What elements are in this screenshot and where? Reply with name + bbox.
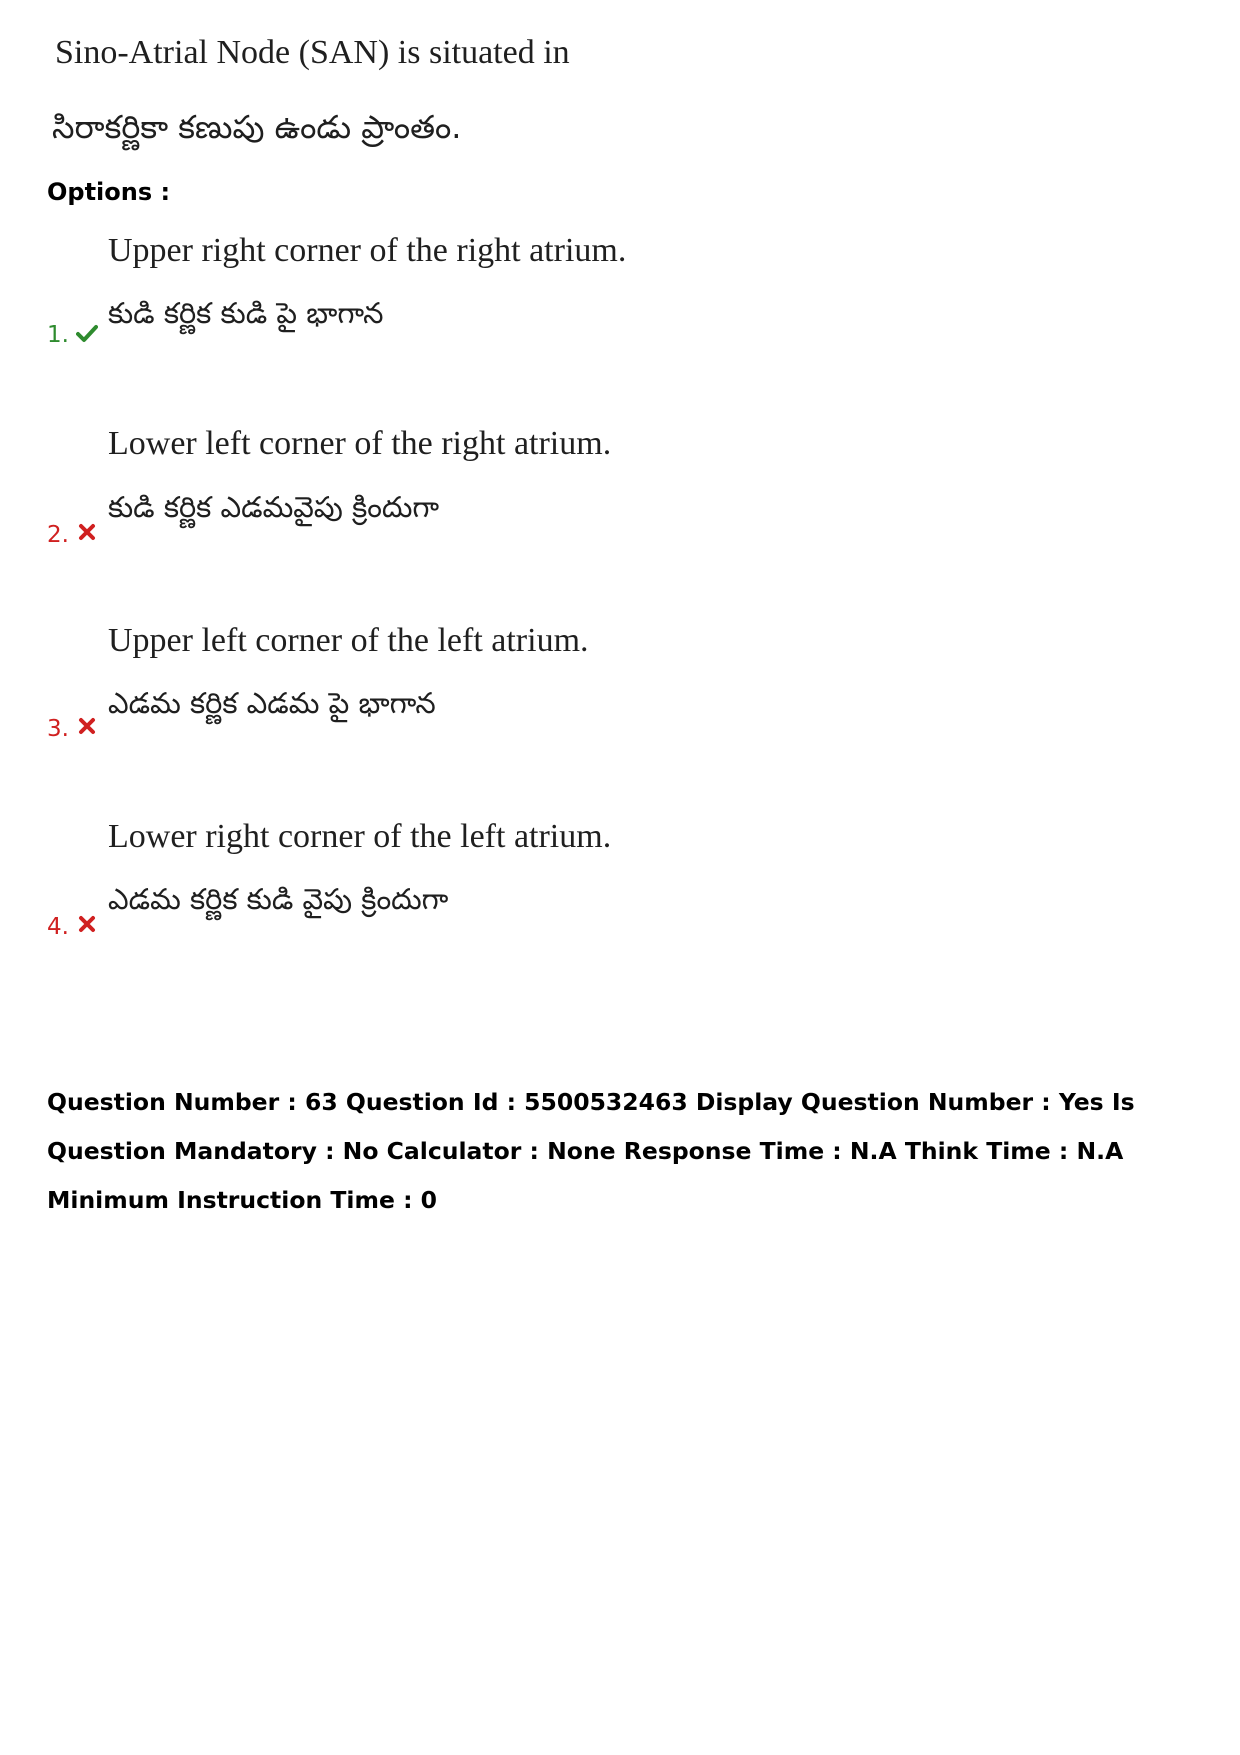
check-icon — [76, 322, 98, 344]
options-label: Options : — [47, 178, 171, 206]
question-metadata: Question Number : 63 Question Id : 5500532463 Display Question Number : Yes Is Question Mandatory : No Calculator : None Response Time : N.A Think Time : N.A Minimum Instruction Time : 0 — [47, 1088, 1135, 1214]
option-2-text-telugu: కుడి కర్ణిక ఎడమవైపు క్రిందుగా — [108, 490, 440, 524]
option-1-number: 1. — [47, 322, 69, 348]
option-3-text-english: Upper left corner of the left atrium. — [108, 622, 589, 659]
option-1-text-telugu: కుడి కర్ణిక కుడి పై భాగాన — [108, 296, 384, 330]
question-text-english: Sino-Atrial Node (SAN) is situated in — [55, 34, 570, 71]
option-2-text-english: Lower left corner of the right atrium. — [108, 425, 612, 462]
cross-icon — [76, 715, 98, 737]
option-3-text-telugu: ఎడమ కర్ణిక ఎడమ పై భాగాన — [108, 686, 436, 720]
option-1-text-english: Upper right corner of the right atrium. — [108, 232, 627, 269]
question-text-telugu: సిరాకర్ణికా కణుపు ఉండు ప్రాంతం. — [52, 108, 462, 146]
cross-icon — [76, 913, 98, 935]
cross-icon — [76, 521, 98, 543]
option-4-text-telugu: ఎడమ కర్ణిక కుడి వైపు క్రిందుగా — [108, 882, 449, 916]
option-2-number: 2. — [47, 522, 69, 548]
option-4-text-english: Lower right corner of the left atrium. — [108, 818, 612, 855]
option-4-number: 4. — [47, 914, 69, 940]
option-3-number: 3. — [47, 716, 69, 742]
